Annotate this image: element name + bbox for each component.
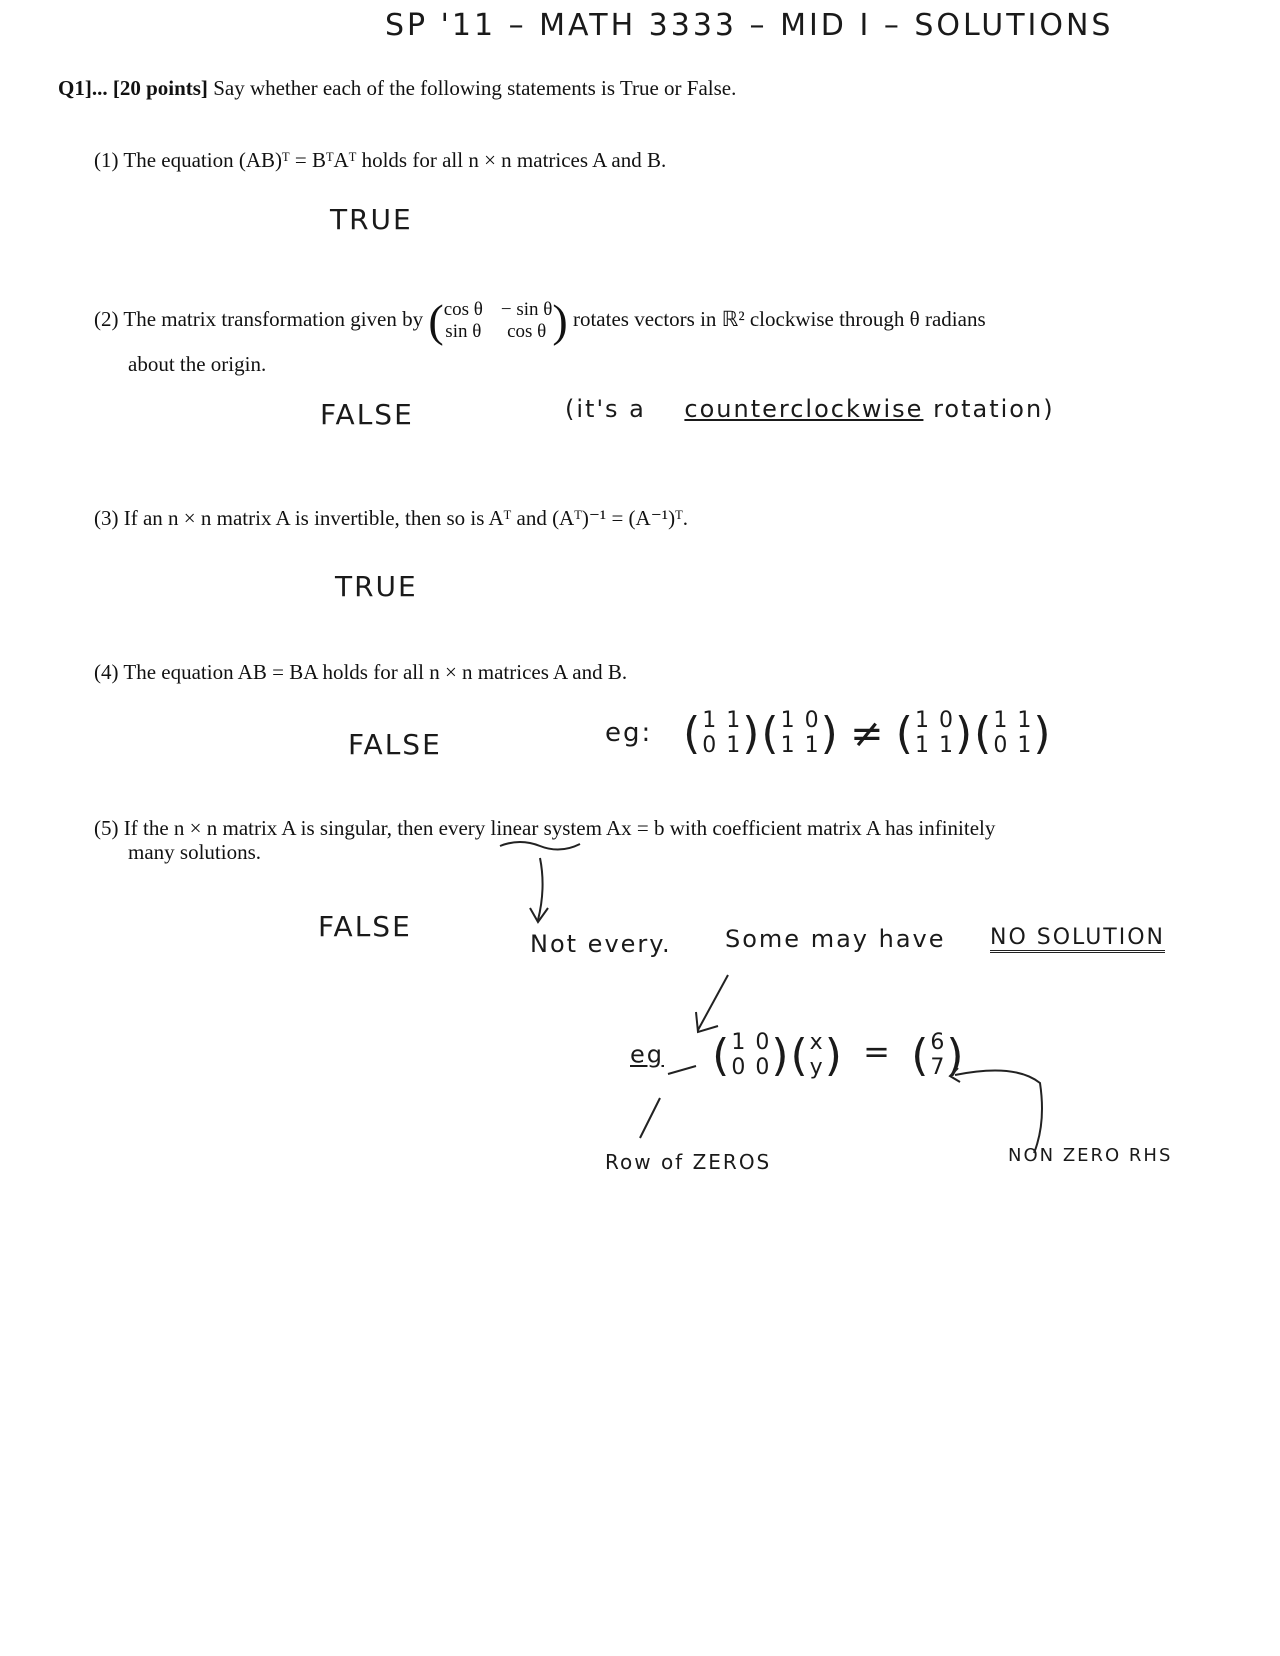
matrix-cell: 1 [914, 732, 931, 758]
item-4-answer: FALSE [348, 728, 442, 761]
arrow-from-nonzero-rhs [955, 1071, 1042, 1154]
item-2-note-prefix: (it's a [565, 395, 646, 423]
item-4-eg-label: eg: [605, 718, 653, 748]
paren-right: ) [1033, 708, 1053, 759]
item-5-text-line1: If the n × n matrix A is singular, then every linear system Ax = b with coefficient matrix A has infinitely [123, 816, 996, 840]
arrow-eg-to-matrix [668, 1066, 696, 1074]
item-3-text: If an n × n matrix A is invertible, then so is Aᵀ and (Aᵀ)⁻¹ = (A⁻¹)ᵀ. [123, 506, 688, 530]
item-2-text-before: The matrix transformation given by [123, 306, 424, 331]
item-4-text: The equation AB = BA holds for all n × n matrices A and B. [123, 660, 628, 684]
not-equal-sign: ≠ [850, 710, 886, 757]
item-1-number: (1) [94, 148, 119, 172]
item-3-number: (3) [94, 506, 119, 530]
paren-right: ) [954, 708, 975, 759]
matrix-cell: 0 [804, 708, 821, 734]
paren-right: ) [820, 708, 840, 759]
matrix-cell: 1 [731, 1030, 748, 1056]
arrow-down-to-not-every [538, 858, 543, 920]
item-3-answer: TRUE [335, 570, 418, 603]
matrix-cell: cos θ [443, 299, 483, 320]
item-5-label-nonzero-rhs: NON ZERO RHS [1008, 1145, 1173, 1166]
paren-left: ( [974, 708, 994, 759]
page-header-title: SP '11 – MATH 3333 – MID I – SOLUTIONS [385, 8, 1114, 43]
matrix-cell: 0 [755, 1054, 772, 1080]
matrix-cell: 1 [702, 708, 719, 734]
matrix-cell: 1 [780, 708, 797, 734]
matrix-cell: 0 [938, 708, 955, 734]
question-label: Q1]... [58, 76, 108, 100]
matrix-cell: 1 [726, 708, 743, 734]
matrix-cell: 1 [938, 732, 955, 758]
item-2-matrix-left-paren: ( [428, 295, 444, 346]
item-5-note-no-solution: NO SOLUTION [990, 925, 1165, 953]
matrix-cell: 1 [914, 708, 931, 734]
vector-cell: x [809, 1030, 825, 1056]
paren-left: ( [761, 708, 781, 759]
item-5-note-not-every: Not every. [530, 930, 672, 958]
item-2-note-suffix: rotation) [933, 395, 1055, 423]
paren-right: ) [946, 1030, 966, 1081]
paren-left: ( [790, 1030, 810, 1081]
matrix-cell: 1 [1017, 708, 1034, 734]
item-5-text-line2: many solutions. [128, 840, 262, 864]
matrix-cell: sin θ [445, 321, 482, 342]
line-to-row-of-zeros [640, 1098, 660, 1138]
matrix-cell: 1 [1017, 732, 1034, 758]
equals-sign: = [863, 1032, 892, 1071]
item-5-note-some-may: Some may have [725, 925, 946, 953]
matrix-cell: 0 [702, 732, 719, 758]
matrix-cell: 1 [726, 732, 743, 758]
matrix-cell: − sin θ [500, 299, 553, 320]
paren-left: ( [683, 708, 703, 759]
item-5-answer: FALSE [318, 910, 412, 943]
paren-right: ) [824, 1030, 844, 1081]
item-1-answer: TRUE [330, 203, 413, 236]
item-2-text-line2: about the origin. [128, 352, 267, 376]
vector-cell: 6 [930, 1030, 947, 1056]
paren-left: ( [895, 708, 915, 759]
question-points: [20 points] [112, 76, 208, 100]
matrix-cell: 0 [993, 732, 1010, 758]
item-2-matrix-right-paren: ) [552, 295, 568, 346]
matrix-cell: 1 [780, 732, 797, 758]
item-2-answer: FALSE [320, 398, 414, 431]
vector-cell: y [809, 1054, 825, 1080]
item-5-label-row-of-zeros: Row of ZEROS [605, 1150, 772, 1174]
item-2-number: (2) [94, 306, 119, 331]
matrix-cell: cos θ [507, 321, 547, 342]
vector-cell: 7 [930, 1054, 947, 1080]
matrix-cell: 1 [993, 708, 1010, 734]
item-5-number: (5) [94, 816, 119, 840]
squiggle-under-every [500, 842, 580, 850]
matrix-cell: 1 [804, 732, 821, 758]
item-2-text-after: rotates vectors in ℝ² clockwise through θ radians [572, 306, 986, 331]
arrow-to-example [698, 975, 728, 1030]
paren-right: ) [742, 708, 762, 759]
matrix-cell: 0 [731, 1054, 748, 1080]
item-2-note-word: counterclockwise [684, 395, 924, 423]
item-4-number: (4) [94, 660, 119, 684]
matrix-cell: 0 [755, 1030, 772, 1056]
paren-left: ( [712, 1030, 732, 1081]
paren-right: ) [771, 1030, 791, 1081]
paren-left: ( [911, 1030, 931, 1081]
item-5-eg-label: eg [630, 1040, 664, 1069]
item-1-text: The equation (AB)ᵀ = BᵀAᵀ holds for all n × n matrices A and B. [123, 148, 667, 172]
question-prompt: Say whether each of the following statements is True or False. [213, 76, 737, 100]
